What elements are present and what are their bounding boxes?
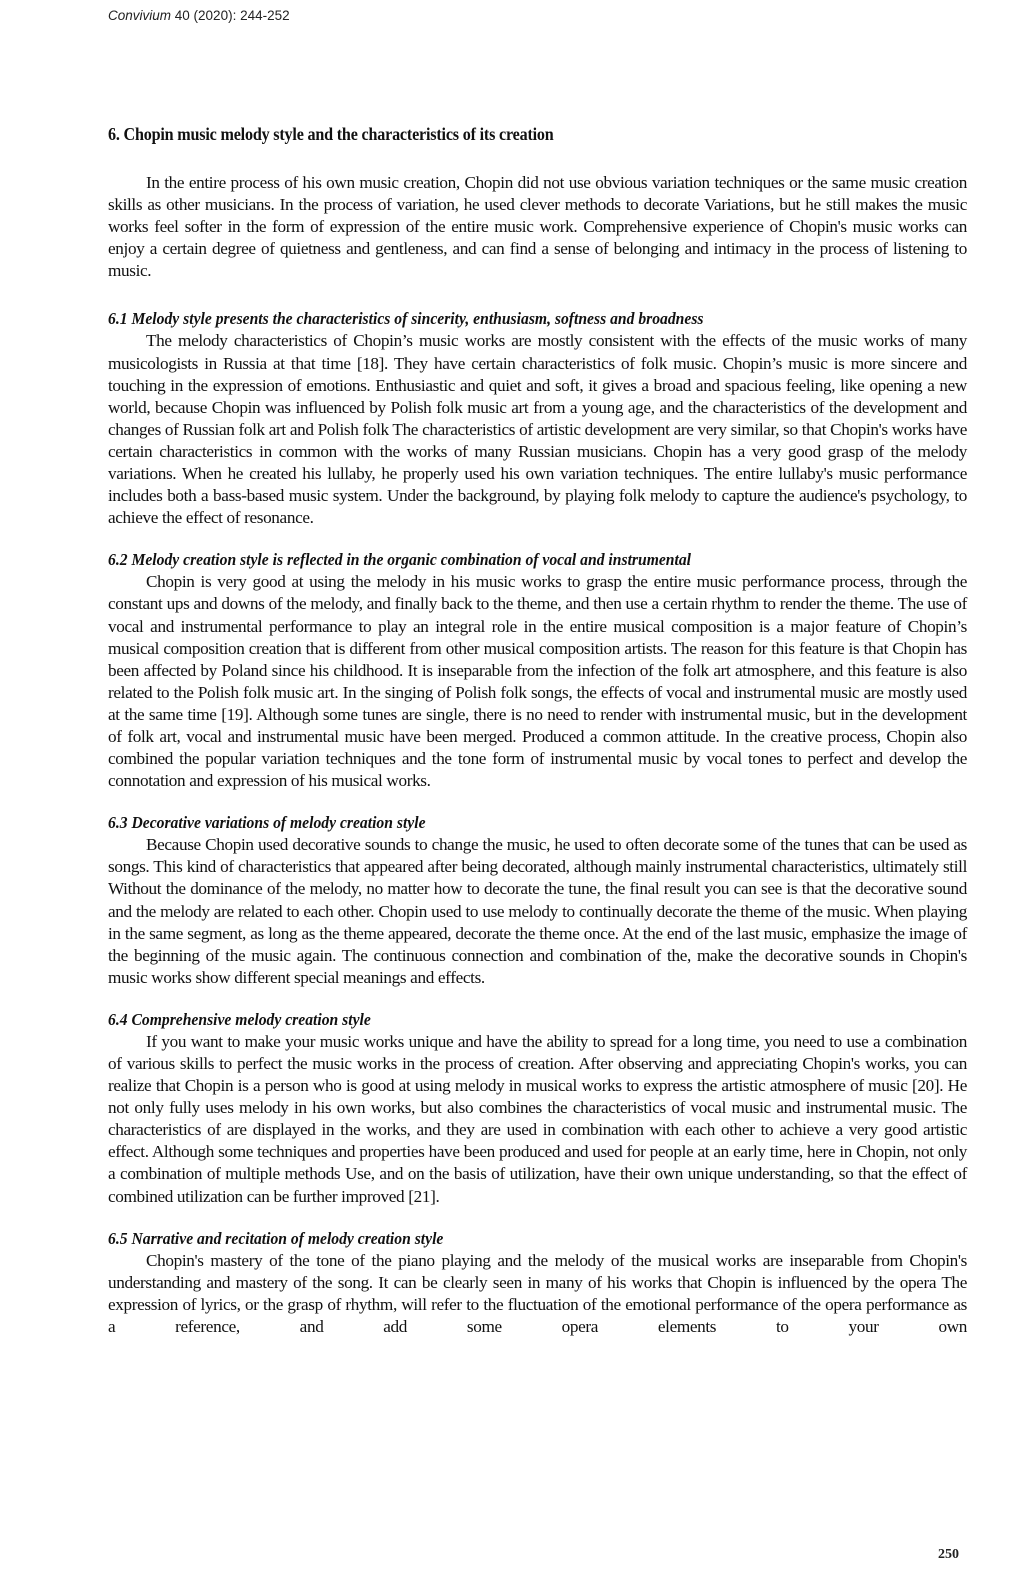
subsection-6-2 — [108, 549, 967, 792]
subsection-paragraph: The melody characteristics of Chopin’s music works are mostly consistent with the effects of the music works of many musicologists in Russia at that time [18]. They have certain characteristics of folk music. Chopin’s music is more sincere and touching in the expression of emotions. Enthusiastic and quiet and soft, it gives a broad and spacious feeling, like opening a new world, because Chopin was influenced by Polish folk music art from a young age, and the characteristics of the development and changes of Russian folk art and Polish folk The characteristics of artistic development are very similar, so that Chopin's works have certain characteristics in common with the works of many Russian musicians. Chopin has a very good grasp of the melody variations. When he created his lullaby, he properly used his own variation techniques. The entire lullaby's music performance includes both a bass-based music system. Under the background, by playing folk melody to capture the audience's psychology, to achieve the effect of resonance. — [108, 331, 967, 528]
subsection-6-1 — [108, 308, 967, 529]
section-intro-paragraph: In the entire process of his own music creation, Chopin did not use obvious variation techniques or the same music creation skills as other musicians. In the process of variation, he used clever methods to decorate Variations, but he still makes the music works feel softer in the form of expression of the entire music work. Comprehensive experience of Chopin's music works can enjoy a certain degree of quietness and gentleness, and can find a sense of belonging and intimacy in the process of listening to music. — [108, 173, 967, 281]
subsection-paragraph: If you want to make your music works unique and have the ability to spread for a long time, you need to use a combination of various skills to perfect the music works in the process of creation. After observing and appreciating Chopin's works, you can realize that Chopin is a person who is good at using melody in musical works to express the artistic atmosphere of music [20]. He not only fully uses melody in his own works, but also combines the characteristics of vocal music and instrumental music. The characteristics of are displayed in the works, and they are used in combination with each other to achieve a very good artistic effect. Although some techniques and properties have been produced and used for people at an early time, here in Chopin, not only a combination of multiple methods Use, and on the basis of utilization, have their own unique understanding, so that the effect of combined utilization can be further improved [21]. — [108, 1031, 967, 1206]
subsection-6-4 — [108, 1009, 967, 1208]
subsection-paragraph: Chopin's mastery of the tone of the piano playing and the melody of the musical works are inseparable from Chopin's understanding and mastery of the song. It can be clearly seen in many of his works that Chopin is influenced by the opera The expression of lyrics, or the grasp of rhythm, will refer to the fluctuation of the emotional performance of the opera performance as a reference, and add some opera elements to your own — [108, 1250, 967, 1336]
subsection-heading: 6.3 Decorative variations of melody creation style — [108, 813, 426, 833]
subsection-paragraph: Because Chopin used decorative sounds to change the music, he used to often decorate some of the tunes that can be used as songs. This kind of characteristics that appeared after being decorated, although mainly instrumental characteristics, ultimately still Without the dominance of the melody, no matter how to decorate the tune, the final result you can see is that the decorative sound and the melody are related to each other. Chopin used to use melody to continually decorate the theme of the music. When playing in the same segment, as long as the theme appeared, decorate the theme once. At the end of the last music, emphasize the image of the beginning of the music again. The continuous connection and combination of the, make the decorative sounds in Chopin's music works show different special meanings and effects. — [108, 835, 967, 987]
citation: 40 (2020): 244-252 — [171, 8, 290, 23]
subsection-paragraph: Chopin is very good at using the melody in his music works to grasp the entire music performance process, through the constant ups and downs of the melody, and finally back to the theme, and then use a certain rhythm to render the theme. The use of vocal and instrumental performance to play an integral role in the entire musical composition is a major feature of Chopin’s musical composition creation that is different from other musical composition artists. The reason for this feature is that Chopin has been affected by Poland since his childhood. It is inseparable from the infection of the folk art atmosphere, and this feature is also related to the Polish folk music art. In the singing of Polish folk songs, the effects of vocal and instrumental music are mostly used at the same time [19]. Although some tunes are single, there is no need to render with instrumental music, but in the development of folk art, vocal and instrumental music have been merged. Produced a common attitude. In the creative process, Chopin also combined the popular variation techniques and the tone form of instrumental music by vocal tones to perfect and develop the connotation and expression of his musical works. — [108, 572, 967, 791]
running-head — [108, 8, 290, 23]
subsection-heading: 6.2 Melody creation style is reflected in the organic combination of vocal and instrumental — [108, 550, 692, 570]
page-number: 250 — [938, 1547, 959, 1562]
subsection-6-5 — [108, 1228, 967, 1338]
subsection-6-3 — [108, 812, 967, 989]
subsection-heading: 6.5 Narrative and recitation of melody creation style — [108, 1228, 444, 1248]
subsection-heading: 6.4 Comprehensive melody creation style — [108, 1009, 371, 1029]
journal-name: Convivium — [108, 8, 172, 23]
subsection-heading: 6.1 Melody style presents the characteristics of sincerity, enthusiasm, softness and broadness — [108, 309, 704, 329]
section-title: 6. Chopin music melody style and the characteristics of its creation — [108, 124, 554, 144]
article-body — [108, 124, 967, 1338]
